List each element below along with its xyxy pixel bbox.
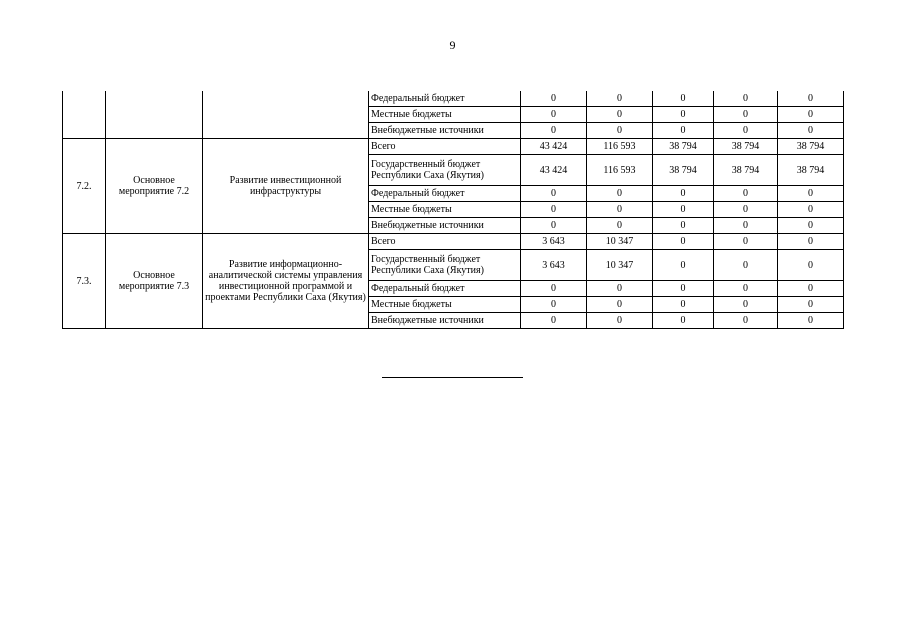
value-cell: 0 xyxy=(778,281,844,297)
index-cell-empty xyxy=(63,91,106,139)
value-cell: 0 xyxy=(521,281,587,297)
value-cell: 38 794 xyxy=(653,139,714,155)
funding-source: Внебюджетные источники xyxy=(369,313,521,329)
name-cell-empty xyxy=(203,91,369,139)
value-cell: 0 xyxy=(587,202,653,218)
value-cell: 43 424 xyxy=(521,155,587,186)
value-cell: 0 xyxy=(714,281,778,297)
value-cell: 0 xyxy=(714,107,778,123)
funding-source: Местные бюджеты xyxy=(369,297,521,313)
value-cell: 0 xyxy=(587,281,653,297)
value-cell: 0 xyxy=(653,297,714,313)
value-cell: 38 794 xyxy=(714,155,778,186)
value-cell: 0 xyxy=(653,202,714,218)
value-cell: 0 xyxy=(653,234,714,250)
value-cell: 43 424 xyxy=(521,139,587,155)
value-cell: 0 xyxy=(587,186,653,202)
value-cell: 0 xyxy=(653,107,714,123)
value-cell: 0 xyxy=(778,123,844,139)
value-cell: 0 xyxy=(521,297,587,313)
funding-table xyxy=(62,91,844,329)
value-cell: 0 xyxy=(714,297,778,313)
value-cell: 0 xyxy=(778,202,844,218)
value-cell: 38 794 xyxy=(778,155,844,186)
value-cell: 0 xyxy=(587,297,653,313)
value-cell: 0 xyxy=(521,218,587,234)
value-cell: 0 xyxy=(521,186,587,202)
value-cell: 0 xyxy=(714,313,778,329)
value-cell: 0 xyxy=(653,313,714,329)
funding-source: Федеральный бюджет xyxy=(369,281,521,297)
value-cell: 0 xyxy=(778,297,844,313)
value-cell: 0 xyxy=(521,313,587,329)
value-cell: 0 xyxy=(653,218,714,234)
value-cell: 0 xyxy=(587,123,653,139)
value-cell: 0 xyxy=(714,123,778,139)
table-row xyxy=(63,234,844,250)
value-cell: 0 xyxy=(778,313,844,329)
footer-divider xyxy=(382,377,523,378)
funding-source: Внебюджетные источники xyxy=(369,218,521,234)
funding-source: Всего xyxy=(369,139,521,155)
measure-name: Развитие информационно-аналитической системы управления инвестиционной программой и проектами Республики Саха (Якутия) xyxy=(203,234,369,329)
value-cell: 0 xyxy=(714,91,778,107)
value-cell: 0 xyxy=(521,202,587,218)
value-cell: 0 xyxy=(714,250,778,281)
value-cell: 0 xyxy=(714,234,778,250)
value-cell: 0 xyxy=(778,250,844,281)
table-row xyxy=(63,91,844,107)
value-cell: 3 643 xyxy=(521,234,587,250)
funding-source: Всего xyxy=(369,234,521,250)
value-cell: 38 794 xyxy=(778,139,844,155)
table-row xyxy=(63,139,844,155)
value-cell: 0 xyxy=(653,281,714,297)
page-number: 9 xyxy=(449,38,456,52)
funding-source: Федеральный бюджет xyxy=(369,186,521,202)
value-cell: 0 xyxy=(521,107,587,123)
value-cell: 0 xyxy=(587,107,653,123)
value-cell: 0 xyxy=(521,91,587,107)
funding-source: Местные бюджеты xyxy=(369,202,521,218)
value-cell: 0 xyxy=(778,218,844,234)
measure-name: Развитие инвестиционной инфраструктуры xyxy=(203,139,369,234)
funding-source: Федеральный бюджет xyxy=(369,91,521,107)
value-cell: 38 794 xyxy=(653,155,714,186)
measure-type: Основное мероприятие 7.3 xyxy=(106,234,203,329)
value-cell: 116 593 xyxy=(587,139,653,155)
value-cell: 0 xyxy=(587,313,653,329)
value-cell: 10 347 xyxy=(587,234,653,250)
funding-source: Местные бюджеты xyxy=(369,107,521,123)
value-cell: 0 xyxy=(714,218,778,234)
type-cell-empty xyxy=(106,91,203,139)
value-cell: 0 xyxy=(653,186,714,202)
funding-source: Внебюджетные источники xyxy=(369,123,521,139)
value-cell: 3 643 xyxy=(521,250,587,281)
funding-source: Государственный бюджет Республики Саха (Якутия) xyxy=(369,155,521,186)
funding-source: Государственный бюджет Республики Саха (Якутия) xyxy=(369,250,521,281)
value-cell: 0 xyxy=(587,91,653,107)
value-cell: 0 xyxy=(653,91,714,107)
value-cell: 0 xyxy=(653,250,714,281)
value-cell: 0 xyxy=(714,186,778,202)
value-cell: 0 xyxy=(778,234,844,250)
value-cell: 38 794 xyxy=(714,139,778,155)
measure-index: 7.2. xyxy=(63,139,106,234)
funding-table-body xyxy=(63,91,844,329)
value-cell: 0 xyxy=(714,202,778,218)
value-cell: 0 xyxy=(778,186,844,202)
value-cell: 10 347 xyxy=(587,250,653,281)
value-cell: 116 593 xyxy=(587,155,653,186)
value-cell: 0 xyxy=(778,107,844,123)
measure-type: Основное мероприятие 7.2 xyxy=(106,139,203,234)
value-cell: 0 xyxy=(587,218,653,234)
measure-index: 7.3. xyxy=(63,234,106,329)
value-cell: 0 xyxy=(778,91,844,107)
value-cell: 0 xyxy=(521,123,587,139)
value-cell: 0 xyxy=(653,123,714,139)
